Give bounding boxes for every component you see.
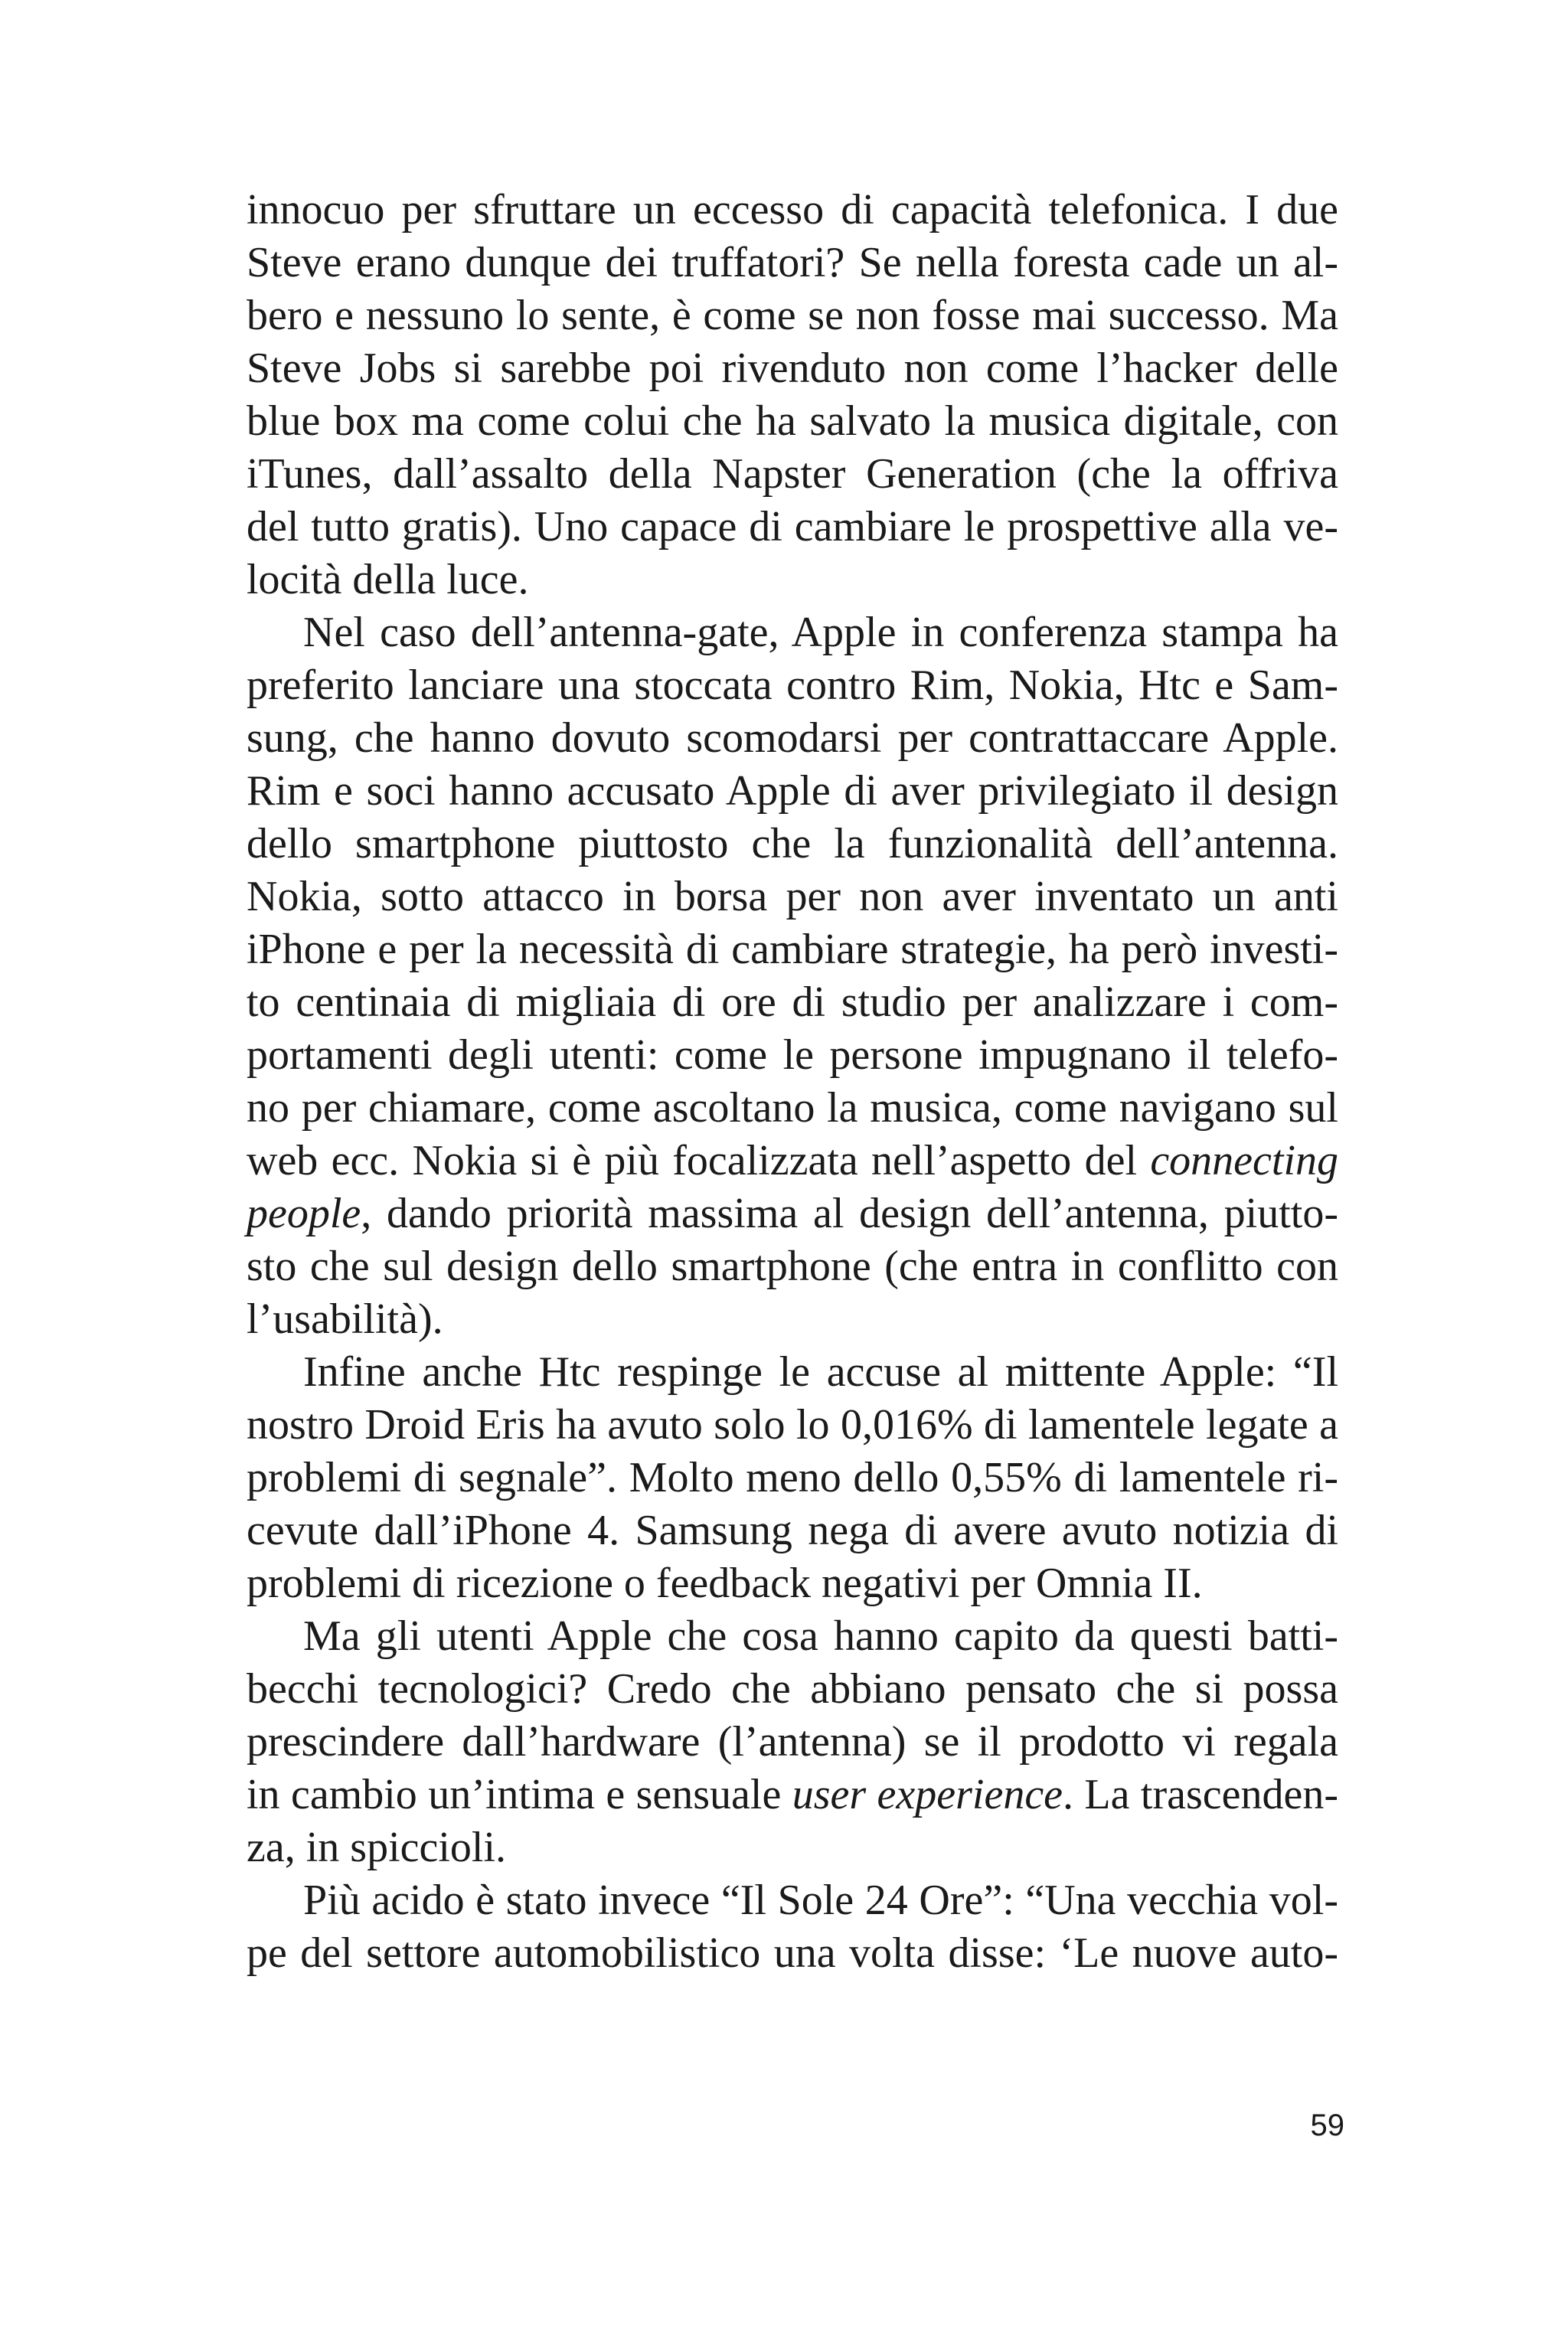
text-line — [247, 448, 1338, 501]
text-line — [247, 1504, 1338, 1557]
text-run: in cambio un’intima e sensuale — [247, 1771, 792, 1818]
text-line — [247, 1821, 1338, 1874]
text-line — [247, 765, 1338, 818]
text-run: sung, che hanno dovuto scomodarsi per contrattaccare Apple. — [247, 714, 1338, 762]
paragraph — [247, 1610, 1338, 1874]
text-run: iTunes, dall’assalto della Napster Generation (che la offriva — [247, 450, 1338, 498]
text-run: dello smartphone piuttosto che la funzionalità dell’antenna. — [247, 820, 1338, 867]
italic-text: people — [247, 1190, 361, 1237]
text-line — [247, 1716, 1338, 1769]
text-run: no per chiamare, come ascoltano la musica, come navigano sul — [247, 1084, 1338, 1132]
text-run: iPhone e per la necessità di cambiare strategie, ha però investi- — [247, 926, 1338, 973]
text-line — [247, 1557, 1338, 1610]
text-run: Nokia, sotto attacco in borsa per non aver inventato un anti — [247, 873, 1338, 920]
paragraph — [247, 606, 1338, 1346]
text-line — [247, 1927, 1338, 1980]
text-run: Nel caso dell’antenna-gate, Apple in conferenza stampa ha — [303, 609, 1338, 656]
text-line — [247, 1082, 1338, 1135]
text-run: Più acido è stato invece “Il Sole 24 Ore”: “Una vecchia vol- — [303, 1877, 1338, 1924]
text-line — [247, 976, 1338, 1029]
text-run: , dando priorità massima al design dell’antenna, piutto- — [361, 1190, 1338, 1237]
text-run: preferito lanciare una stoccata contro Rim, Nokia, Htc e Sam- — [247, 662, 1338, 709]
text-line — [247, 712, 1338, 765]
text-run: Rim e soci hanno accusato Apple di aver privilegiato il design — [247, 767, 1338, 815]
text-line — [247, 923, 1338, 976]
text-run: . La trascenden- — [1063, 1771, 1338, 1818]
text-run: prescindere dall’hardware (l’antenna) se il prodotto vi regala — [247, 1718, 1338, 1766]
text-line — [247, 342, 1338, 395]
text-line — [247, 184, 1338, 237]
text-run: pe del settore automobilistico una volta disse: ‘Le nuove auto- — [247, 1929, 1338, 1977]
text-line — [247, 606, 1338, 659]
page-number: 59 — [1310, 2109, 1344, 2142]
text-run: portamenti degli utenti: come le persone impugnano il telefo- — [247, 1031, 1338, 1079]
italic-text: user experience — [792, 1771, 1063, 1818]
text-line — [247, 554, 1338, 606]
text-line — [247, 1240, 1338, 1293]
text-run: to centinaia di migliaia di ore di studio per analizzare i com- — [247, 978, 1338, 1026]
text-line — [247, 1769, 1338, 1821]
text-run: locità della luce. — [247, 556, 529, 603]
text-run: Steve erano dunque dei truffatori? Se nella foresta cade un al- — [247, 239, 1338, 286]
text-run: del tutto gratis). Uno capace di cambiare le prospettive alla ve- — [247, 503, 1338, 550]
text-run: Steve Jobs si sarebbe poi rivenduto non come l’hacker delle — [247, 345, 1338, 392]
text-line — [247, 1029, 1338, 1082]
text-line — [247, 289, 1338, 342]
text-run: bero e nessuno lo sente, è come se non fosse mai successo. Ma — [247, 292, 1338, 339]
text-line — [247, 659, 1338, 712]
text-run: Infine anche Htc respinge le accuse al mittente Apple: “Il — [303, 1348, 1338, 1396]
text-line — [247, 1187, 1338, 1240]
text-line — [247, 237, 1338, 289]
text-run: problemi di ricezione o feedback negativi per Omnia II. — [247, 1560, 1203, 1607]
text-run: sto che sul design dello smartphone (che entra in conflitto con — [247, 1243, 1338, 1290]
text-line — [247, 1663, 1338, 1716]
text-line — [247, 818, 1338, 871]
text-line — [247, 1135, 1338, 1187]
text-line — [247, 501, 1338, 554]
text-run: innocuo per sfruttare un eccesso di capacità telefonica. I due — [247, 186, 1338, 234]
text-line — [247, 395, 1338, 448]
paragraph — [247, 1346, 1338, 1610]
text-line — [247, 871, 1338, 923]
italic-text: connecting — [1150, 1137, 1338, 1184]
text-run: web ecc. Nokia si è più focalizzata nell’aspetto del — [247, 1137, 1151, 1184]
text-run: blue box ma come colui che ha salvato la musica digitale, con — [247, 397, 1338, 445]
text-line — [247, 1346, 1338, 1399]
text-line — [247, 1452, 1338, 1504]
body-text — [247, 184, 1338, 1980]
text-line — [247, 1874, 1338, 1927]
text-line — [247, 1399, 1338, 1452]
text-run: Ma gli utenti Apple che cosa hanno capito da questi batti- — [303, 1612, 1338, 1660]
text-run: l’usabilità). — [247, 1295, 443, 1343]
paragraph — [247, 1874, 1338, 1980]
text-run: becchi tecnologici? Credo che abbiano pensato che si possa — [247, 1665, 1338, 1713]
text-run: cevute dall’iPhone 4. Samsung nega di avere avuto notizia di — [247, 1507, 1338, 1554]
text-line — [247, 1293, 1338, 1346]
text-line — [247, 1610, 1338, 1663]
text-run: za, in spiccioli. — [247, 1824, 507, 1871]
paragraph — [247, 184, 1338, 606]
text-run: nostro Droid Eris ha avuto solo lo 0,016% di lamentele legate a — [247, 1401, 1338, 1449]
text-run: problemi di segnale”. Molto meno dello 0,55% di lamentele ri- — [247, 1454, 1338, 1501]
